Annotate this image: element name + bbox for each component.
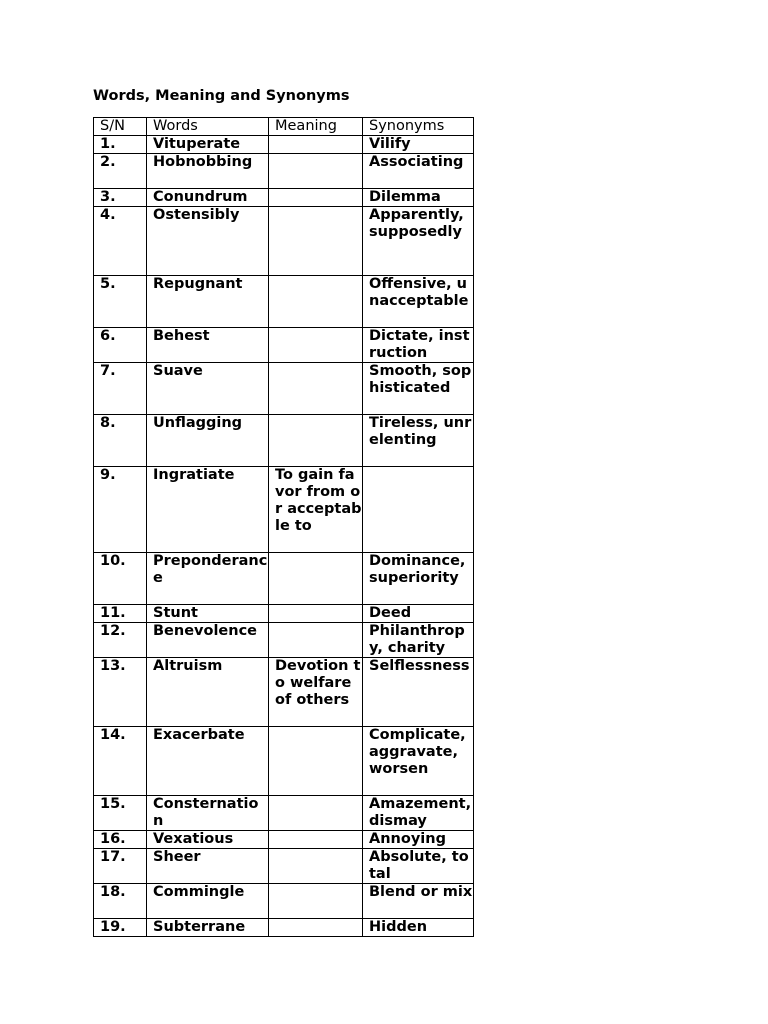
cell-word: Benevolence: [147, 623, 269, 658]
cell-meaning: [269, 796, 363, 831]
cell-synonyms: Smooth, sophisticated: [363, 363, 474, 415]
cell-synonyms: Selflessness: [363, 658, 474, 727]
cell-sn: 1.: [94, 136, 147, 154]
header-sn: S/N: [94, 118, 147, 136]
cell-meaning: [269, 605, 363, 623]
cell-word: Ingratiate: [147, 467, 269, 553]
cell-word: Suave: [147, 363, 269, 415]
cell-meaning: [269, 553, 363, 605]
cell-sn: 2.: [94, 154, 147, 189]
cell-synonyms: Dictate, instruction: [363, 328, 474, 363]
cell-sn: 11.: [94, 605, 147, 623]
cell-synonyms: Blend or mix: [363, 884, 474, 919]
cell-word: Hobnobbing: [147, 154, 269, 189]
cell-meaning: [269, 415, 363, 467]
table-row: [94, 796, 474, 831]
cell-meaning: [269, 328, 363, 363]
table-row: [94, 884, 474, 919]
cell-synonyms: Annoying: [363, 831, 474, 849]
cell-sn: 18.: [94, 884, 147, 919]
cell-meaning: [269, 189, 363, 207]
cell-synonyms: [363, 467, 474, 553]
table-row: [94, 831, 474, 849]
table-row: [94, 623, 474, 658]
cell-word: Ostensibly: [147, 207, 269, 276]
cell-synonyms: Philanthropy, charity: [363, 623, 474, 658]
cell-meaning: [269, 919, 363, 937]
table-row: [94, 849, 474, 884]
cell-synonyms: Absolute, total: [363, 849, 474, 884]
cell-synonyms: Hidden: [363, 919, 474, 937]
cell-sn: 15.: [94, 796, 147, 831]
cell-meaning: [269, 849, 363, 884]
cell-sn: 4.: [94, 207, 147, 276]
cell-sn: 12.: [94, 623, 147, 658]
table-row: [94, 919, 474, 937]
cell-sn: 17.: [94, 849, 147, 884]
header-words: Words: [147, 118, 269, 136]
cell-synonyms: Amazement, dismay: [363, 796, 474, 831]
cell-meaning: [269, 884, 363, 919]
cell-meaning: [269, 136, 363, 154]
table-row: [94, 467, 474, 553]
cell-meaning: [269, 154, 363, 189]
cell-sn: 19.: [94, 919, 147, 937]
cell-synonyms: Vilify: [363, 136, 474, 154]
table-row: [94, 363, 474, 415]
cell-word: Commingle: [147, 884, 269, 919]
cell-synonyms: Complicate, aggravate, worsen: [363, 727, 474, 796]
cell-sn: 10.: [94, 553, 147, 605]
cell-sn: 5.: [94, 276, 147, 328]
cell-synonyms: Dilemma: [363, 189, 474, 207]
cell-word: Preponderance: [147, 553, 269, 605]
cell-meaning: [269, 831, 363, 849]
cell-sn: 7.: [94, 363, 147, 415]
cell-word: Exacerbate: [147, 727, 269, 796]
cell-meaning: [269, 207, 363, 276]
cell-meaning: To gain favor from or acceptable to: [269, 467, 363, 553]
cell-word: Conundrum: [147, 189, 269, 207]
table-row: [94, 136, 474, 154]
cell-word: Subterrane: [147, 919, 269, 937]
header-synonyms: Synonyms: [363, 118, 474, 136]
cell-meaning: [269, 363, 363, 415]
table-row: [94, 553, 474, 605]
cell-word: Behest: [147, 328, 269, 363]
cell-word: Unflagging: [147, 415, 269, 467]
cell-word: Vituperate: [147, 136, 269, 154]
cell-sn: 3.: [94, 189, 147, 207]
cell-meaning: [269, 276, 363, 328]
page-title: Words, Meaning and Synonyms: [93, 88, 350, 104]
table-header-row: [94, 118, 474, 136]
cell-word: Repugnant: [147, 276, 269, 328]
table-row: [94, 189, 474, 207]
cell-sn: 8.: [94, 415, 147, 467]
cell-meaning: [269, 623, 363, 658]
cell-word: Altruism: [147, 658, 269, 727]
cell-synonyms: Associating: [363, 154, 474, 189]
table-row: [94, 207, 474, 276]
cell-synonyms: Tireless, unrelenting: [363, 415, 474, 467]
cell-synonyms: Deed: [363, 605, 474, 623]
cell-word: Sheer: [147, 849, 269, 884]
table-row: [94, 415, 474, 467]
cell-word: Stunt: [147, 605, 269, 623]
table-row: [94, 276, 474, 328]
cell-sn: 16.: [94, 831, 147, 849]
cell-sn: 9.: [94, 467, 147, 553]
header-meaning: Meaning: [269, 118, 363, 136]
table-row: [94, 605, 474, 623]
vocabulary-table: [93, 117, 474, 937]
cell-word: Consternation: [147, 796, 269, 831]
cell-synonyms: Dominance, superiority: [363, 553, 474, 605]
cell-meaning: [269, 727, 363, 796]
table-row: [94, 658, 474, 727]
table-row: [94, 154, 474, 189]
table-row: [94, 328, 474, 363]
cell-meaning: Devotion to welfare of others: [269, 658, 363, 727]
cell-sn: 14.: [94, 727, 147, 796]
cell-word: Vexatious: [147, 831, 269, 849]
cell-synonyms: Offensive, unacceptable: [363, 276, 474, 328]
table-row: [94, 727, 474, 796]
cell-sn: 6.: [94, 328, 147, 363]
cell-synonyms: Apparently, supposedly: [363, 207, 474, 276]
cell-sn: 13.: [94, 658, 147, 727]
